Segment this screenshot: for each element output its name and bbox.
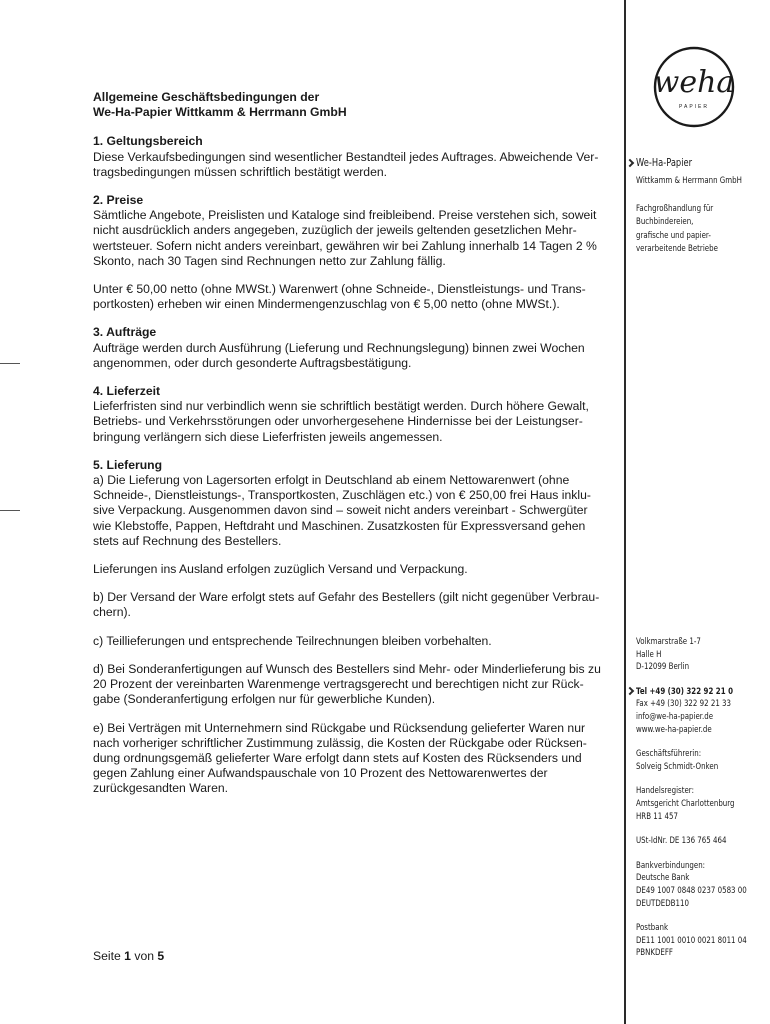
fold-mark-bottom [0,510,20,511]
page-current: 1 [124,949,131,963]
paragraph-line: a) Die Lieferung von Lagersorten erfolgt in Deutschland ab einem Nettowarenwert (ohne [93,473,570,488]
section-heading: 4. Lieferzeit [93,384,161,399]
paragraph-line: Sämtliche Angebote, Preislisten und Kataloge sind freibleibend. Preise verstehen sich, soweit [93,208,597,223]
paragraph-line: angenommen, oder durch gesonderte Auftragsbestätigung. [93,355,412,370]
paragraph-line: Unter € 50,00 netto (ohne MWSt.) Warenwert (ohne Schneide-, Dienstleistungs- und Trans- [93,282,586,297]
document-title [93,90,605,120]
paragraph-line: zurückgesandten Waren. [93,781,229,796]
paragraph-line: nach vorheriger schriftlicher Zustimmung zulässig, die Kosten der Rückgabe oder Rücksen- [93,735,587,750]
terms-paragraph [93,282,605,312]
paragraph-line: d) Bei Sonderanfertigungen auf Wunsch des Bestellers sind Mehr- oder Minderlieferung bis zu [93,661,601,676]
terms-paragraph [93,193,605,269]
paragraph-line: wie Klebstoffe, Pappen, Heftdraht und Maschinen. Zusatzkosten für Expressversand gehen [93,518,586,533]
terms-paragraph [93,721,605,797]
sidebar-management: Geschäftsführerin: Solveig Schmidt-Onken [636,749,719,772]
chevron-right-icon [626,687,634,695]
title-line: Allgemeine Geschäftsbedingungen der [93,90,320,104]
paragraph-line: gabe (Sonderanfertigung erfolgen nur für gewerbliche Kunden). [93,692,436,707]
section-heading: 3. Aufträge [93,325,157,340]
paragraph-line: Skonto, nach 30 Tagen sind Rechnungen netto zur Zahlung fällig. [93,253,446,268]
terms-paragraph [93,325,605,371]
paragraph-line: e) Bei Verträgen mit Unternehmern sind Rückgabe und Rücksendung gelieferter Waren nur [93,720,586,735]
sidebar-vat: USt-IdNr. DE 136 765 464 [636,836,727,847]
sidebar-company-name: We-Ha-Papier [636,157,693,169]
paragraph-line: gegen Zahlung einer Aufwandspauschale von 10 Prozent des Nettowarenwertes der [93,766,548,781]
terms-paragraph [93,634,605,649]
paragraph-line: b) Der Versand der Ware erfolgt stets auf Gefahr des Bestellers (gilt nicht gegenüber Verbrau- [93,590,600,605]
logo-text: weha [653,65,735,100]
sidebar-address: Volkmarstraße 1-7 Halle H D-12099 Berlin [636,637,701,673]
sidebar-bank-1: Bankverbindungen: Deutsche Bank DE49 1007 0848 0237 0583 00 DEUTDEDB110 [636,860,747,909]
fax-number: Fax +49 (30) 322 92 21 33 [636,699,732,710]
paragraph-line: stets auf Rechnung des Bestellers. [93,533,282,548]
paragraph-line: wertsteuer. Sofern nicht anders vereinbart, gewähren wir bei Zahlung innerhalb 14 Tagen 2 % [93,238,597,253]
chevron-right-icon [626,159,634,167]
paragraph-line: sive Verpackung. Ausgenommen davon sind – soweit nicht anders vereinbart - Schwergüter [93,503,588,518]
paragraph-line: c) Teillieferungen und entsprechende Teilrechnungen bleiben vorbehalten. [93,633,492,648]
weha-logo [646,46,742,128]
paragraph-line: chern). [93,605,131,620]
page-number [93,949,164,963]
terms-paragraph [93,562,605,577]
paragraph-line: Betriebs- und Verkehrsstörungen oder unvorhergesehene Hindernisse bei der Leistungser- [93,414,583,429]
sections-container [93,134,605,796]
terms-paragraph [93,134,605,180]
sidebar-description: Fachgroßhandlung für Buchbindereien, grafische und papier- verarbeitende Betriebe [636,204,718,255]
vertical-divider [624,0,626,1024]
paragraph-line: dung ordnungsgemäß gelieferter Ware erfolgt dann stets auf Kosten des Rücksenders und [93,750,582,765]
fold-mark-top [0,363,20,364]
paragraph-line: 20 Prozent der vereinbarten Warenmenge vertragsgerecht und berechtigen nicht zur Rück- [93,677,584,692]
section-heading: 1. Geltungsbereich [93,134,203,149]
section-heading: 5. Lieferung [93,457,163,472]
page-mid: von [134,949,154,963]
sidebar-bank-2: Postbank DE11 1001 0010 0021 8011 04 PBNKDEFF [636,923,747,959]
terms-body [93,90,605,797]
paragraph-line: portkosten) erheben wir einen Mindermengenzuschlag von € 5,00 netto (ohne MWSt.). [93,297,560,312]
paragraph-line: Lieferfristen sind nur verbindlich wenn sie schriftlich bestätigt werden. Durch höhere Gewalt, [93,399,589,414]
sidebar-contact [636,686,770,736]
paragraph-line: Schneide-, Dienstleistungs-, Transportkosten, Zuschlägen etc.) von € 250,00 frei Haus inklu- [93,488,591,503]
title-line: We-Ha-Papier Wittkamm & Herrmann GmbH [93,105,347,120]
paragraph-line: Diese Verkaufsbedingungen sind wesentlicher Bestandteil jedes Auftrages. Abweichende Ver- [93,149,599,164]
paragraph-line: Lieferungen ins Ausland erfolgen zuzüglich Versand und Verpackung. [93,562,468,577]
section-heading: 2. Preise [93,193,144,208]
website-link[interactable]: www.we-ha-papier.de [636,724,712,735]
sidebar-company-sub: Wittkamm & Herrmann GmbH [636,176,742,186]
terms-paragraph [93,590,605,620]
sidebar-details [636,636,770,972]
paragraph-line: tragsbedingungen müssen schriftlich bestätigt werden. [93,164,388,179]
phone-number: Tel +49 (30) 322 92 21 0 [636,686,733,697]
paragraph-line: Aufträge werden durch Ausführung (Lieferung und Rechnungslegung) binnen zwei Wochen [93,340,585,355]
logo-subtext: PAPIER [679,104,709,110]
email-link[interactable]: info@we-ha-papier.de [636,711,714,722]
paragraph-line: bringung verlängern sich diese Lieferfristen jeweils angemessen. [93,429,443,444]
terms-paragraph [93,384,605,445]
page-prefix: Seite [93,949,121,963]
terms-paragraph [93,458,605,549]
page-total: 5 [157,949,165,963]
paragraph-line: nicht ausdrücklich anders angegeben, zuzüglich der jeweils geltenden gesetzlichen Mehr- [93,223,577,238]
sidebar-register: Handelsregister: Amtsgericht Charlottenburg HRB 11 457 [636,786,735,822]
terms-paragraph [93,662,605,708]
